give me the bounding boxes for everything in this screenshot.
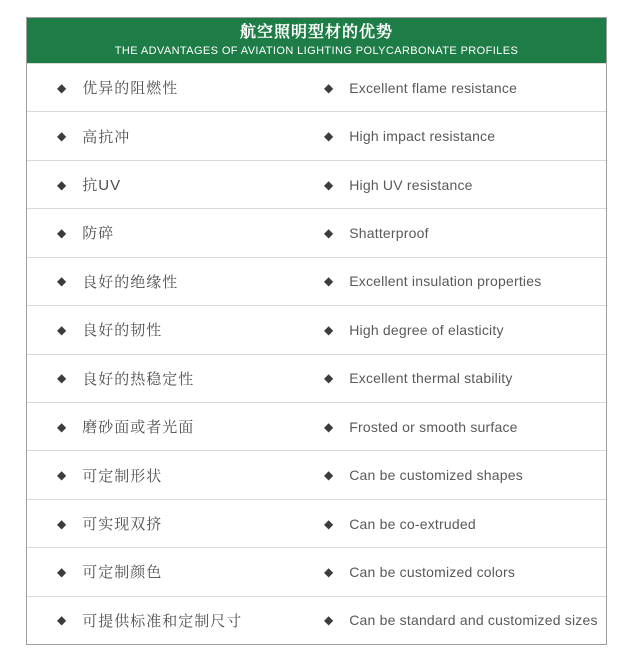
advantage-cell-zh [27, 610, 324, 631]
advantage-label-zh: 磨砂面或者光面 [82, 419, 195, 437]
advantage-cell-zh [27, 174, 324, 195]
diamond-icon: ◆ [57, 419, 67, 434]
table-row [27, 354, 606, 402]
table-row [27, 111, 606, 159]
diamond-icon: ◆ [324, 322, 334, 337]
diamond-icon: ◆ [324, 564, 334, 579]
diamond-icon: ◆ [57, 516, 67, 531]
table-row [27, 160, 606, 208]
advantage-label-en: High UV resistance [349, 176, 473, 193]
diamond-icon: ◆ [324, 419, 334, 434]
diamond-icon: ◆ [57, 371, 67, 386]
advantage-cell-zh [27, 465, 324, 486]
advantage-label-en: Can be co-extruded [349, 515, 476, 532]
advantage-label-zh: 抗UV [82, 177, 122, 195]
advantage-label-en: Shatterproof [349, 224, 429, 241]
advantage-label-zh: 防碎 [82, 225, 115, 243]
advantage-label-zh: 优异的阻燃性 [82, 80, 179, 98]
table-row [27, 402, 606, 450]
advantage-label-en: Can be customized shapes [349, 467, 523, 484]
advantage-cell-zh [27, 561, 324, 582]
advantage-label-en: Frosted or smooth surface [349, 418, 518, 435]
table-row [27, 596, 606, 644]
table-header [27, 18, 606, 63]
advantage-label-zh: 高抗冲 [82, 128, 131, 146]
table-title-zh: 航空照明型材的优势 [239, 23, 393, 41]
diamond-icon: ◆ [324, 274, 334, 289]
advantage-cell-zh [27, 319, 324, 340]
advantage-cell-en [324, 322, 606, 338]
diamond-icon: ◆ [57, 468, 67, 483]
table-row [27, 257, 606, 305]
diamond-icon: ◆ [57, 129, 67, 144]
diamond-icon: ◆ [324, 613, 334, 628]
advantage-cell-en [324, 516, 606, 532]
advantage-label-zh: 良好的韧性 [82, 322, 163, 340]
diamond-icon: ◆ [57, 564, 67, 579]
advantage-cell-en [324, 80, 606, 96]
table-row [27, 305, 606, 353]
advantage-cell-en [324, 128, 606, 144]
diamond-icon: ◆ [324, 468, 334, 483]
advantage-cell-en [324, 273, 606, 289]
diamond-icon: ◆ [324, 516, 334, 531]
advantage-label-zh: 良好的绝缘性 [82, 273, 179, 291]
table-row [27, 450, 606, 498]
advantage-label-zh: 可定制颜色 [82, 564, 163, 582]
advantages-table [26, 17, 607, 645]
advantage-cell-en [324, 612, 606, 628]
advantage-label-en: High impact resistance [349, 128, 496, 145]
advantage-label-en: Excellent thermal stability [349, 370, 513, 387]
diamond-icon: ◆ [57, 80, 67, 95]
diamond-icon: ◆ [324, 129, 334, 144]
diamond-icon: ◆ [57, 274, 67, 289]
advantage-cell-en [324, 370, 606, 386]
advantage-cell-zh [27, 126, 324, 147]
advantage-label-zh: 良好的热稳定性 [82, 370, 195, 388]
table-row [27, 499, 606, 547]
advantage-cell-zh [27, 513, 324, 534]
diamond-icon: ◆ [57, 177, 67, 192]
advantage-cell-en [324, 225, 606, 241]
advantage-cell-en [324, 419, 606, 435]
advantage-label-en: Excellent insulation properties [349, 273, 542, 290]
advantage-cell-en [324, 177, 606, 193]
diamond-icon: ◆ [57, 322, 67, 337]
advantage-label-zh: 可定制形状 [82, 467, 163, 485]
table-title-en: THE ADVANTAGES OF AVIATION LIGHTING POLYCARBONATE PROFILES [114, 45, 519, 58]
advantage-cell-zh [27, 368, 324, 389]
advantage-cell-zh [27, 416, 324, 437]
diamond-icon: ◆ [57, 613, 67, 628]
diamond-icon: ◆ [324, 225, 334, 240]
advantage-label-en: Can be customized colors [349, 563, 516, 580]
advantage-cell-zh [27, 271, 324, 292]
advantage-label-zh: 可实现双挤 [82, 516, 163, 533]
advantage-label-en: High degree of elasticity [349, 321, 504, 338]
diamond-icon: ◆ [57, 225, 67, 240]
advantage-cell-zh [27, 77, 324, 98]
advantage-cell-en [324, 467, 606, 483]
diamond-icon: ◆ [324, 177, 334, 192]
table-row [27, 547, 606, 595]
advantage-cell-zh [27, 222, 324, 243]
table-body [27, 63, 606, 644]
advantage-label-zh: 可提供标准和定制尺寸 [82, 612, 243, 630]
advantage-label-en: Can be standard and customized sizes [349, 612, 598, 629]
table-row [27, 63, 606, 111]
diamond-icon: ◆ [324, 80, 334, 95]
table-row [27, 208, 606, 256]
advantage-label-en: Excellent flame resistance [349, 79, 518, 96]
advantage-cell-en [324, 564, 606, 580]
diamond-icon: ◆ [324, 371, 334, 386]
